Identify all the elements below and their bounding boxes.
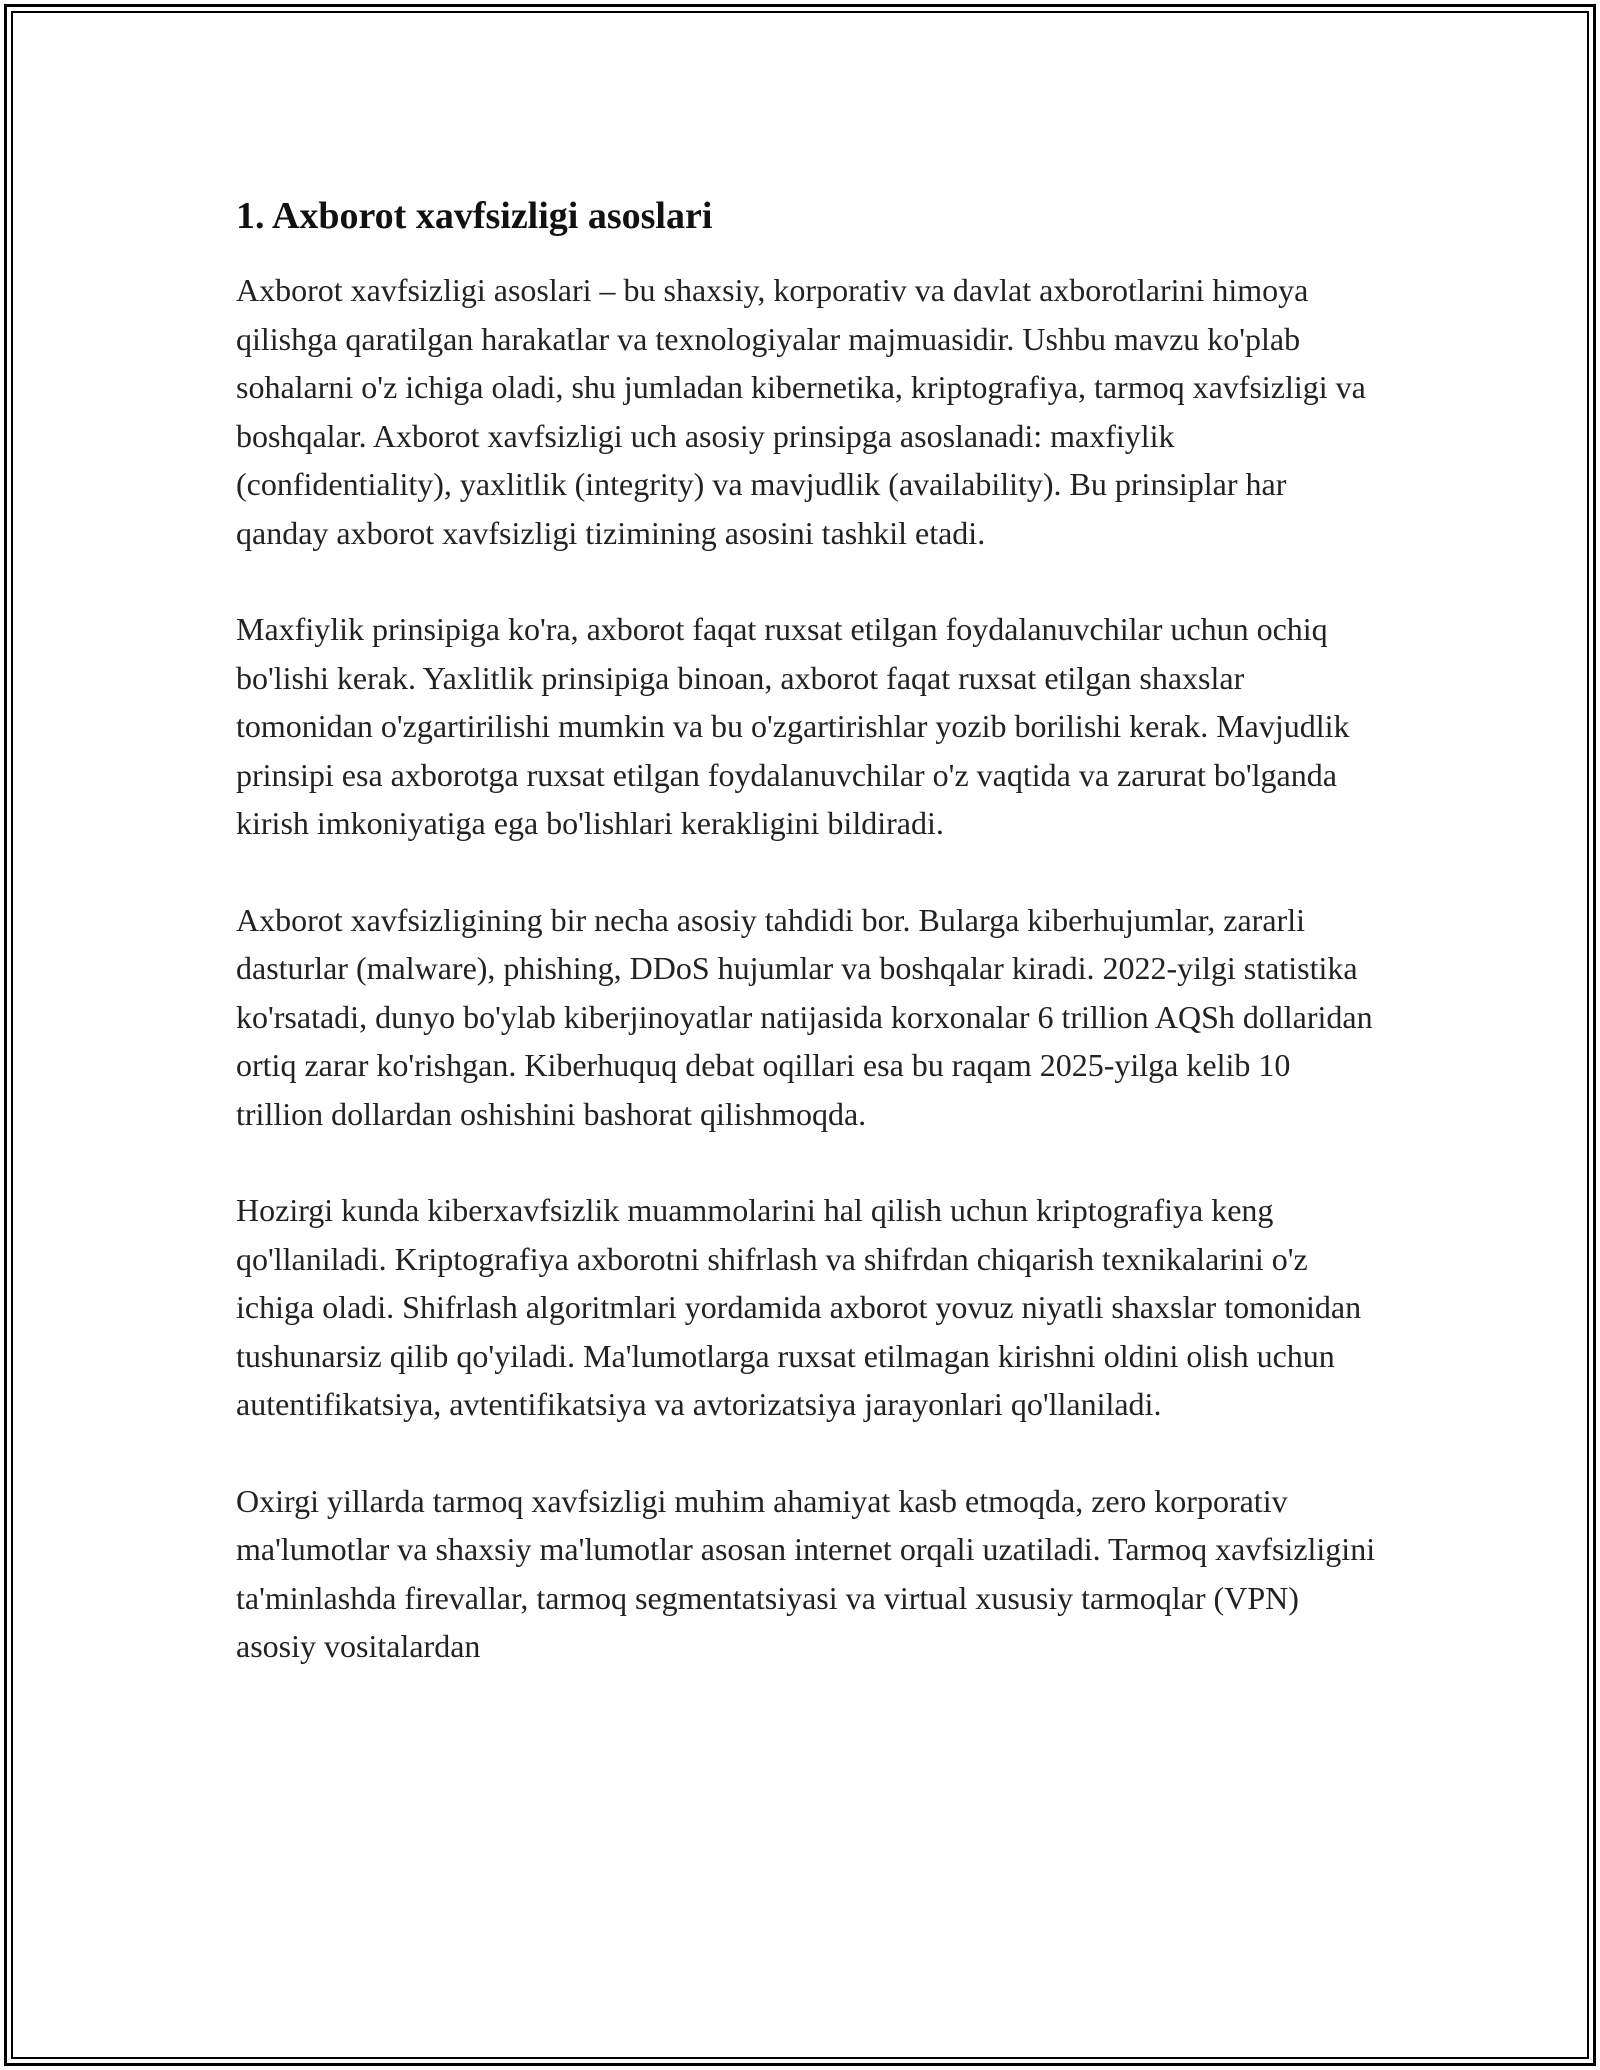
- document-body: [236, 190, 1376, 1671]
- section-heading: 1. Axborot xavfsizligi asoslari: [236, 195, 713, 237]
- paragraph-1: Axborot xavfsizligi asoslari – bu shaxsiy, korporativ va davlat axborotlarini himoya qilishga qaratilgan harakatlar va texnologiyalar majmuasidir. Ushbu mavzu ko'plab sohalarni o'z ichiga oladi, shu jumladan kibernetika, kriptografiya, tarmoq xavfsizligi va boshqalar. Axborot xavfsizligi uch asosiy prinsipga asoslanadi: maxfiylik (confidentiality), yaxlitlik (integrity) va mavjudlik (availability). Bu prinsiplar har qanday axborot xavfsizligi tizimining asosini tashkil etadi.: [236, 272, 1366, 551]
- paragraph-3: Axborot xavfsizligining bir necha asosiy tahdidi bor. Bularga kiberhujumlar, zararli dasturlar (malware), phishing, DDoS hujumlar va boshqalar kiradi. 2022-yilgi statistika ko'rsatadi, dunyo bo'ylab kiberjinoyatlar natijasida korxonalar 6 trillion AQSh dollaridan ortiq zarar ko'rishgan. Kiberhuquq debat oqillari esa bu raqam 2025-yilga kelib 10 trillion dollardan oshishini bashorat qilishmoqda.: [236, 901, 1373, 1132]
- paragraph-4: Hozirgi kunda kiberxavfsizlik muammolarini hal qilish uchun kriptografiya keng qo'llaniladi. Kriptografiya axborotni shifrlash va shifrdan chiqarish texnikalarini o'z ichiga oladi. Shifrlash algoritmlari yordamida axborot yovuz niyatli shaxslar tomonidan tushunarsiz qilib qo'yiladi. Ma'lumotlarga ruxsat etilmagan kirishni oldini olish uchun autentifikatsiya, avtentifikatsiya va avtorizatsiya jarayonlari qo'llaniladi.: [236, 1192, 1362, 1422]
- paragraph-5: Oxirgi yillarda tarmoq xavfsizligi muhim ahamiyat kasb etmoqda, zero korporativ ma'lumotlar va shaxsiy ma'lumotlar asosan internet orqali uzatiladi. Tarmoq xavfsizligini ta'minlashda firevallar, tarmoq segmentatsiyasi va virtual xususiy tarmoqlar (VPN) asosiy vositalardan: [236, 1482, 1376, 1664]
- paragraph-2: Maxfiylik prinsipiga ko'ra, axborot faqat ruxsat etilgan foydalanuvchilar uchun ochiq bo'lishi kerak. Yaxlitlik prinsipiga binoan, axborot faqat ruxsat etilgan shaxslar tomonidan o'zgartirilishi mumkin va bu o'zgartirishlar yozib borilishi kerak. Mavjudlik prinsipi esa axborotga ruxsat etilgan foydalanuvchilar o'z vaqtida va zarurat bo'lganda kirish imkoniyatiga ega bo'lishlari kerakligini bildiradi.: [236, 611, 1350, 841]
